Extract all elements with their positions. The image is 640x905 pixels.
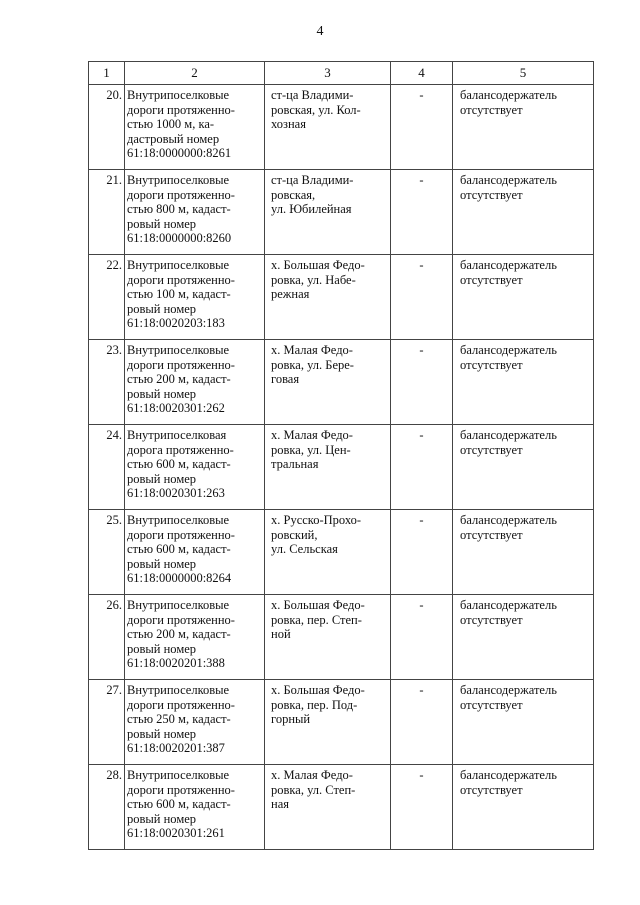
object-name-line: ровый номер	[127, 216, 197, 231]
column-4-value: -	[391, 85, 453, 170]
holder-line: отсутствует	[460, 442, 523, 457]
object-name-line: стью 600 м, кадаст-	[127, 797, 231, 812]
object-name-line: дороги протяженно-	[127, 527, 235, 542]
table-row	[89, 765, 594, 850]
object-name-line: стью 600 м, кадаст-	[127, 457, 231, 472]
object-name-line: ровый номер	[127, 386, 197, 401]
address-line: ровка, ул. Цен-	[271, 442, 351, 457]
holder-line: балансодержатель	[460, 598, 557, 612]
address-line: ул. Сельская	[271, 542, 338, 557]
address-line: ровка, пер. Степ-	[271, 612, 362, 627]
column-4-value: -	[391, 765, 453, 850]
object-name-cell	[125, 510, 265, 595]
object-name-line: Внутрипоселковые	[127, 258, 230, 272]
object-name-line: стью 200 м, кадаст-	[127, 372, 231, 387]
holder-cell	[453, 510, 594, 595]
holder-cell	[453, 765, 594, 850]
table-header	[89, 62, 594, 85]
holder-cell	[453, 85, 594, 170]
address-line: ровка, ул. Бере-	[271, 357, 354, 372]
holder-line: балансодержатель	[460, 343, 557, 357]
road-registry-table	[88, 61, 594, 850]
address-line: ст-ца Владими-	[271, 173, 354, 187]
object-name-cell	[125, 255, 265, 340]
object-name-line: 61:18:0000000:8264	[127, 571, 232, 586]
holder-line: балансодержатель	[460, 258, 557, 272]
object-name-line: Внутрипоселковые	[127, 598, 230, 612]
table-row	[89, 425, 594, 510]
object-name-cell	[125, 85, 265, 170]
address-line: х. Малая Федо-	[271, 768, 353, 782]
row-number: 27.	[89, 680, 125, 765]
address-cell	[265, 425, 391, 510]
holder-line: отсутствует	[460, 187, 523, 202]
object-name-cell	[125, 680, 265, 765]
address-line: хозная	[271, 117, 306, 132]
address-line: х. Малая Федо-	[271, 428, 353, 442]
row-number: 20.	[89, 85, 125, 170]
table-row	[89, 680, 594, 765]
object-name-cell	[125, 425, 265, 510]
object-name-line: Внутрипоселковые	[127, 88, 230, 102]
holder-line: отсутствует	[460, 697, 523, 712]
object-name-line: 61:18:0020201:387	[127, 741, 225, 756]
address-line: ная	[271, 797, 289, 812]
table-row	[89, 510, 594, 595]
object-name-line: 61:18:0020301:262	[127, 401, 225, 416]
holder-line: балансодержатель	[460, 88, 557, 102]
row-number: 21.	[89, 170, 125, 255]
address-line: ровский,	[271, 527, 318, 542]
object-name-line: Внутрипоселковые	[127, 173, 230, 187]
object-name-line: Внутрипоселковая	[127, 428, 227, 442]
table-body	[89, 85, 594, 850]
object-name-line: стью 600 м, кадаст-	[127, 542, 231, 557]
address-line: ст-ца Владими-	[271, 88, 354, 102]
header-col-5: 5	[453, 62, 594, 85]
row-number: 25.	[89, 510, 125, 595]
object-name-line: 61:18:0020203:183	[127, 316, 225, 331]
address-line: х. Большая Федо-	[271, 598, 365, 612]
object-name-line: дороги протяженно-	[127, 697, 235, 712]
object-name-line: стью 250 м, кадаст-	[127, 712, 231, 727]
object-name-line: дороги протяженно-	[127, 187, 235, 202]
holder-line: балансодержатель	[460, 513, 557, 527]
object-name-line: дороги протяженно-	[127, 272, 235, 287]
header-col-3: 3	[265, 62, 391, 85]
address-line: ровка, ул. Набе-	[271, 272, 356, 287]
address-line: говая	[271, 372, 300, 387]
address-line: х. Большая Федо-	[271, 258, 365, 272]
address-line: ровская, ул. Кол-	[271, 102, 361, 117]
object-name-line: Внутрипоселковые	[127, 683, 230, 697]
object-name-line: Внутрипоселковые	[127, 513, 230, 527]
address-line: ной	[271, 627, 291, 642]
holder-cell	[453, 595, 594, 680]
object-name-line: ровый номер	[127, 471, 197, 486]
header-col-2: 2	[125, 62, 265, 85]
address-cell	[265, 85, 391, 170]
object-name-line: 61:18:0020201:388	[127, 656, 225, 671]
object-name-line: стью 200 м, кадаст-	[127, 627, 231, 642]
object-name-line: ровый номер	[127, 811, 197, 826]
holder-cell	[453, 340, 594, 425]
object-name-line: стью 1000 м, ка-	[127, 117, 215, 132]
holder-line: отсутствует	[460, 612, 523, 627]
address-line: ул. Юбилейная	[271, 202, 352, 217]
row-number: 26.	[89, 595, 125, 680]
object-name-line: дороги протяженно-	[127, 782, 235, 797]
header-row	[89, 62, 594, 85]
header-col-4: 4	[391, 62, 453, 85]
holder-line: отсутствует	[460, 272, 523, 287]
column-4-value: -	[391, 170, 453, 255]
holder-line: балансодержатель	[460, 428, 557, 442]
address-line: х. Русско-Прохо-	[271, 513, 362, 527]
object-name-cell	[125, 765, 265, 850]
object-name-line: Внутрипоселковые	[127, 343, 230, 357]
page-number: 4	[316, 24, 324, 39]
object-name-line: ровый номер	[127, 301, 197, 316]
address-cell	[265, 340, 391, 425]
holder-line: отсутствует	[460, 102, 523, 117]
holder-cell	[453, 680, 594, 765]
column-4-value: -	[391, 340, 453, 425]
holder-line: балансодержатель	[460, 683, 557, 697]
object-name-line: дороги протяженно-	[127, 357, 235, 372]
object-name-cell	[125, 170, 265, 255]
object-name-line: ровый номер	[127, 641, 197, 656]
table-row	[89, 595, 594, 680]
holder-cell	[453, 425, 594, 510]
object-name-line: дастровый номер	[127, 131, 220, 146]
address-cell	[265, 170, 391, 255]
object-name-line: стью 800 м, кадаст-	[127, 202, 231, 217]
address-line: ровка, ул. Степ-	[271, 782, 356, 797]
holder-line: отсутствует	[460, 527, 523, 542]
holder-cell	[453, 170, 594, 255]
object-name-line: ровый номер	[127, 726, 197, 741]
table-row	[89, 255, 594, 340]
column-4-value: -	[391, 595, 453, 680]
holder-line: отсутствует	[460, 357, 523, 372]
object-name-line: Внутрипоселковые	[127, 768, 230, 782]
column-4-value: -	[391, 510, 453, 595]
object-name-line: дороги протяженно-	[127, 102, 235, 117]
column-4-value: -	[391, 680, 453, 765]
table-row	[89, 170, 594, 255]
row-number: 22.	[89, 255, 125, 340]
header-col-1: 1	[89, 62, 125, 85]
address-line: горный	[271, 712, 311, 727]
holder-cell	[453, 255, 594, 340]
object-name-line: 61:18:0020301:263	[127, 486, 225, 501]
object-name-line: 61:18:0000000:8261	[127, 146, 232, 161]
object-name-cell	[125, 595, 265, 680]
table-row	[89, 340, 594, 425]
object-name-line: дорога протяженно-	[127, 442, 234, 457]
address-cell	[265, 255, 391, 340]
address-cell	[265, 595, 391, 680]
address-line: х. Большая Федо-	[271, 683, 365, 697]
object-name-line: стью 100 м, кадаст-	[127, 287, 231, 302]
holder-line: отсутствует	[460, 782, 523, 797]
address-cell	[265, 765, 391, 850]
address-line: режная	[271, 287, 310, 302]
row-number: 28.	[89, 765, 125, 850]
address-line: ровская,	[271, 187, 316, 202]
address-line: ровка, пер. Под-	[271, 697, 358, 712]
address-line: тральная	[271, 457, 319, 472]
address-cell	[265, 680, 391, 765]
table-row	[89, 85, 594, 170]
address-line: х. Малая Федо-	[271, 343, 353, 357]
column-4-value: -	[391, 255, 453, 340]
row-number: 24.	[89, 425, 125, 510]
column-4-value: -	[391, 425, 453, 510]
address-cell	[265, 510, 391, 595]
object-name-line: ровый номер	[127, 556, 197, 571]
object-name-line: 61:18:0000000:8260	[127, 231, 232, 246]
row-number: 23.	[89, 340, 125, 425]
holder-line: балансодержатель	[460, 173, 557, 187]
object-name-line: 61:18:0020301:261	[127, 826, 225, 841]
holder-line: балансодержатель	[460, 768, 557, 782]
object-name-line: дороги протяженно-	[127, 612, 235, 627]
object-name-cell	[125, 340, 265, 425]
